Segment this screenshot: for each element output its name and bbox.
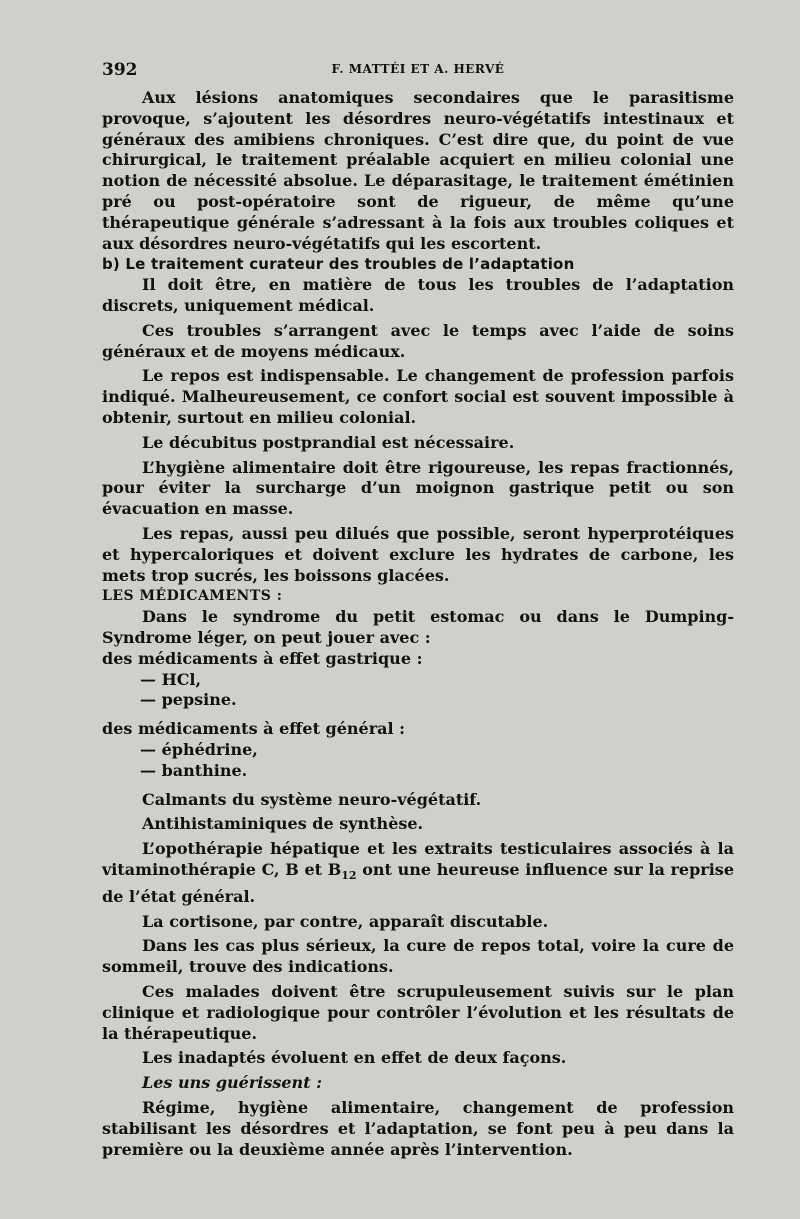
page-header	[102, 56, 734, 88]
paragraph: Ces troubles s’arrangent avec le temps avec l’aide de soins généraux et de moyens médicaux.	[102, 320, 734, 361]
medications-heading: LES MÉDICAMENTS :	[102, 588, 283, 605]
paragraph: Dans le syndrome du petit estomac ou dans le Dumping-Syndrome léger, on peut jouer avec :	[102, 607, 734, 647]
paragraph: Calmants du système neuro-végétatif.	[142, 789, 482, 809]
list-intro: des médicaments à effet général :	[102, 719, 406, 739]
text-run: ont une heureuse influence sur la reprise de l’état général.	[102, 859, 734, 906]
paragraph: Dans les cas plus sérieux, la cure de repos total, voire la cure de sommeil, trouve des indications.	[102, 936, 734, 977]
list-intro: des médicaments à effet gastrique :	[102, 648, 423, 668]
paragraph: Ces malades doivent être scrupuleusement suivis sur le plan clinique et radiologique pour contrôler l’évolution et les résultats de la thérapeutique.	[102, 982, 734, 1043]
paragraph: L’hygiène alimentaire doit être rigoureuse, les repas fractionnés, pour éviter la surcharge d’un moignon gastrique petit ou son évacuation en masse.	[102, 457, 734, 519]
paragraph: Régime, hygiène alimentaire, changement de profession stabilisant les désordres et l’adaptation, se font peu à peu dans la première ou la deuxième année après l’intervention.	[102, 1098, 734, 1159]
paragraph: Le décubitus postprandial est nécessaire.	[142, 432, 515, 452]
running-head: F. MATTÉI ET A. HERVÉ	[331, 62, 505, 76]
body-text	[102, 88, 734, 1160]
paragraph: La cortisone, par contre, apparaît discutable.	[142, 911, 549, 931]
section-heading: b) Le traitement curateur des troubles de l’adaptation	[102, 255, 575, 274]
paragraph: Le repos est indispensable. Le changement de profession parfois indiqué. Malheureusement, ce confort social est souvent impossible à obtenir, surtout en milieu colonial.	[102, 366, 734, 427]
paragraph	[102, 839, 734, 908]
paragraph: Les repas, aussi peu dilués que possible, seront hyperprotéiques et hypercaloriques et doivent exclure les hydrates de carbone, les mets trop sucrés, les boissons glacées.	[102, 523, 734, 585]
list-item: — HCl,	[140, 669, 202, 689]
paragraph: Il doit être, en matière de tous les troubles de l’adaptation discrets, uniquement médical.	[102, 275, 734, 315]
paragraph: Les inadaptés évoluent en effet de deux façons.	[142, 1048, 567, 1068]
subscript: 12	[341, 869, 357, 883]
list-item: — pepsine.	[140, 690, 237, 710]
paragraph: Antihistaminiques de synthèse.	[142, 814, 424, 834]
text-run: L’opothérapie hépatique et les extraits testiculaires associés à la vitaminothérapie C, B et B	[102, 839, 734, 879]
list-item: — éphédrine,	[140, 739, 258, 759]
paragraph: Aux lésions anatomiques secondaires que le parasitisme provoque, s’ajoutent les désordres neuro-végétatifs intestinaux et généraux des amibiens chroniques. C’est dire que, du point de vue chirurgical, le traitement préalable acquiert en milieu colonial une notion de nécessité absolue. Le déparasitage, le traitement émétinien pré ou post-opératoire sont de rigueur, de même qu’une thérapeutique générale s’adressant à la fois aux troubles coliques et aux désordres neuro-végétatifs qui les escortent.	[102, 88, 734, 253]
italic-subheading: Les uns guérissent :	[142, 1073, 323, 1093]
list-item: — banthine.	[140, 760, 248, 780]
page-number: 392	[102, 60, 138, 80]
